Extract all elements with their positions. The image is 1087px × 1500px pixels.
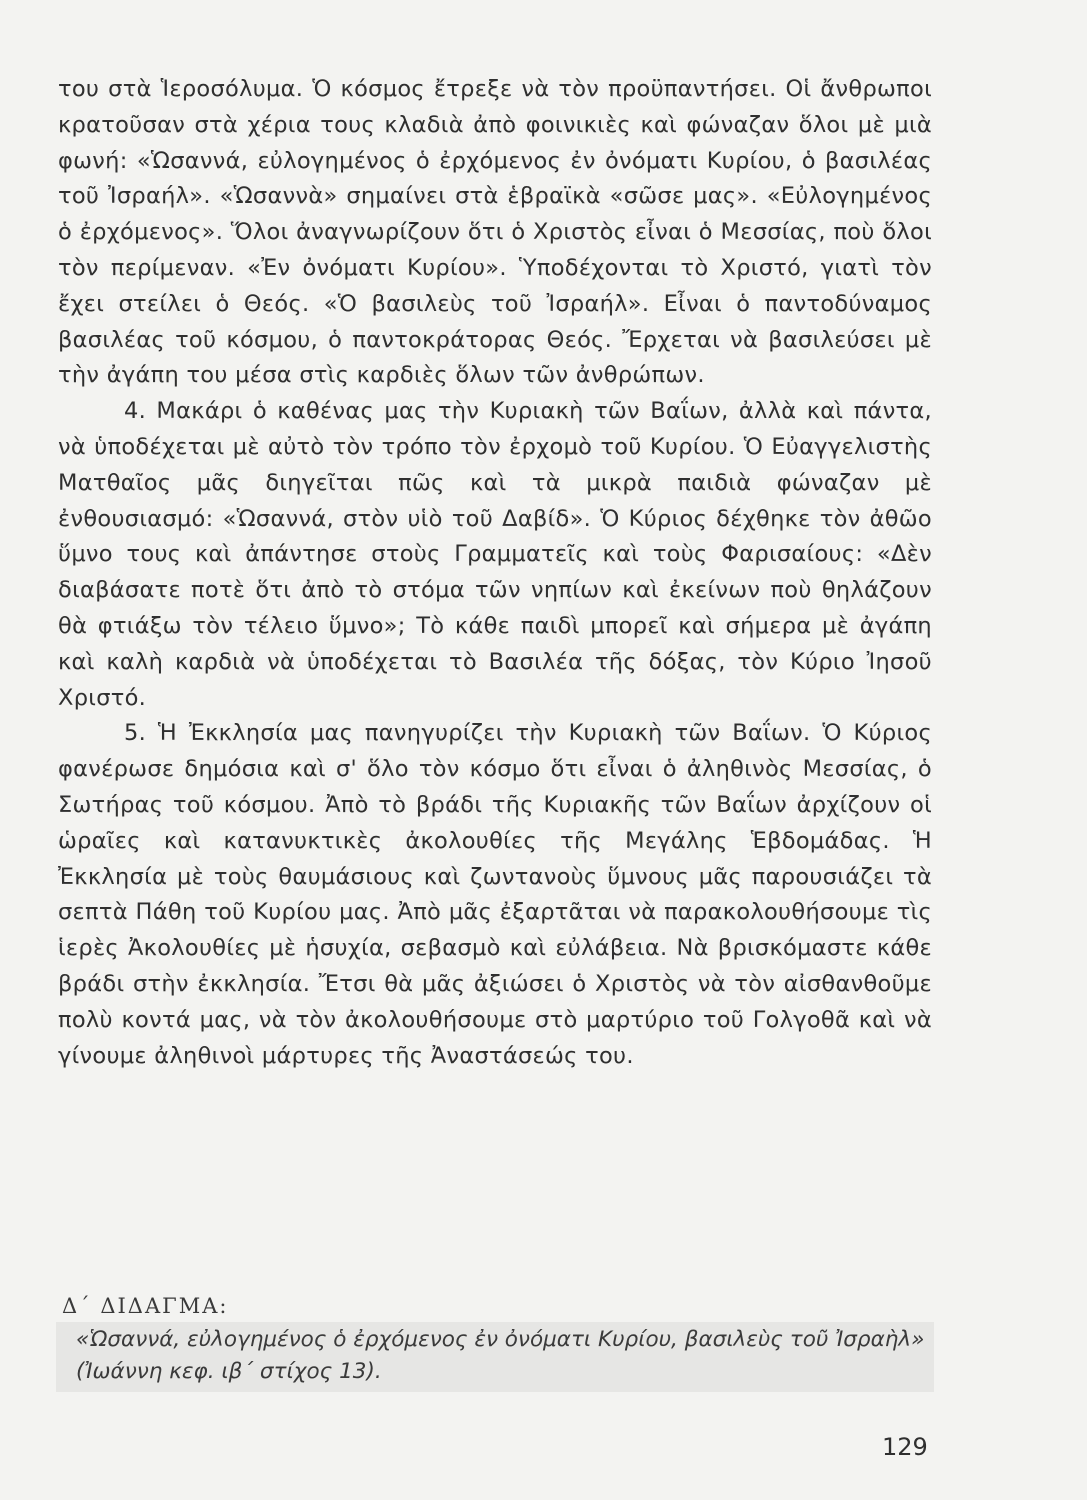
paragraph-4: 4. Μακάρι ὁ καθένας μας τὴν Κυριακὴ τῶν Βαΐων, ἀλλὰ καὶ πάντα, νὰ ὑποδέχεται μὲ αὐτὸ τὸν τρόπο τὸν ἐρχομὸ τοῦ Κυρίου. Ὁ Εὐαγγελιστὴς Ματθαῖος μᾶς διηγεῖται πῶς καὶ τὰ μικρὰ παιδιὰ φώναζαν μὲ ἐνθουσιασμό: «Ὡσαννά, στὸν υἱὸ τοῦ Δαβίδ». Ὁ Κύριος δέχθηκε τὸν ἀθῶο ὕμνο τους καὶ ἀπάντησε στοὺς Γραμματεῖς καὶ τοὺς Φαρισαίους: «Δὲν διαβάσατε ποτὲ ὅτι ἀπὸ τὸ στόμα τῶν νηπίων καὶ ἐκείνων ποὺ θηλάζουν θὰ φτιάξω τὸν τέλειο ὕμνο»; Τὸ κάθε παιδὶ μπορεῖ καὶ σήμερα μὲ ἀγάπη καὶ καλὴ καρδιὰ νὰ ὑποδέχεται τὸ Βασιλέα τῆς δόξας, τὸν Κύριο Ἰησοῦ Χριστό.	[58, 398, 932, 711]
paragraph-5: 5. Ἡ Ἐκκλησία μας πανηγυρίζει τὴν Κυριακὴ τῶν Βαΐων. Ὁ Κύριος φανέρωσε δημόσια καὶ σ' ὅλο τὸν κόσμο ὅτι εἶναι ὁ ἀληθινὸς Μεσσίας, ὁ Σωτήρας τοῦ κόσμου. Ἀπὸ τὸ βράδι τῆς Κυριακῆς τῶν Βαΐων ἀρχίζουν οἱ ὡραῖες καὶ κατανυκτικὲς ἀκολουθίες τῆς Μεγάλης Ἑβδομάδας. Ἡ Ἐκκλησία μὲ τοὺς θαυμάσιους καὶ ζωντανοὺς ὕμνους μᾶς παρουσιάζει τὰ σεπτὰ Πάθη τοῦ Κυρίου μας. Ἀπὸ μᾶς ἐξαρτᾶται νὰ παρακολουθήσουμε τὶς ἱερὲς Ἀκολουθίες μὲ ἡσυχία, σεβασμὸ καὶ εὐλάβεια. Νὰ βρισκόμαστε κάθε βράδι στὴν ἐκκλησία. Ἔτσι θὰ μᾶς ἀξιώσει ὁ Χριστὸς νὰ τὸν αἰσθανθοῦμε πολὺ κοντά μας, νὰ τὸν ἀκολουθήσουμε στὸ μαρτύριο τοῦ Γολγοθᾶ καὶ νὰ γίνουμε ἀληθινοὶ μάρτυρες τῆς Ἀναστάσεώς του.	[58, 720, 932, 1069]
paragraph-continuation: του στὰ Ἱεροσόλυμα. Ὁ κόσμος ἔτρεξε νὰ τὸν προϋπαντήσει. Οἱ ἄνθρωποι κρατοῦσαν στὰ χέρια τους κλαδιὰ ἀπὸ φοινικιὲς καὶ φώναζαν ὅλοι μὲ μιὰ φωνή: «Ὡσαννά, εὐλογημένος ὁ ἐρχόμενος ἐν ὀνόματι Κυρίου, ὁ βασιλέας τοῦ Ἰσραήλ». «Ὡσαννὰ» σημαίνει στὰ ἑβραϊκὰ «σῶσε μας». «Εὐλογημένος ὁ ἐρχόμενος». Ὅλοι ἀναγνωρίζουν ὅτι ὁ Χριστὸς εἶναι ὁ Μεσσίας, ποὺ ὅλοι τὸν περίμεναν. «Ἐν ὀνόματι Κυρίου». Ὑποδέχονται τὸ Χριστό, γιατὶ τὸν ἔχει στείλει ὁ Θεός. «Ὁ βασιλεὺς τοῦ Ἰσραήλ». Εἶναι ὁ παντοδύναμος βασιλέας τοῦ κόσμου, ὁ παντοκράτορας Θεός. Ἔρχεται νὰ βασιλεύσει μὲ τὴν ἀγάπη του μέσα στὶς καρδιὲς ὅλων τῶν ἀνθρώπων.	[58, 76, 932, 389]
section-heading: Δ΄ ΔΙΔΑΓΜΑ:	[62, 1294, 229, 1318]
body-text	[58, 72, 932, 1074]
scripture-quote: «Ὡσαννά, εὐλογημένος ὁ ἐρχόμενος ἐν ὀνόματι Κυρίου, βασιλεὺς τοῦ Ἰσραὴλ» (Ἰωάννη κεφ. ιβ΄ στίχος 13).	[76, 1327, 925, 1384]
page-number: 129	[882, 1433, 928, 1461]
